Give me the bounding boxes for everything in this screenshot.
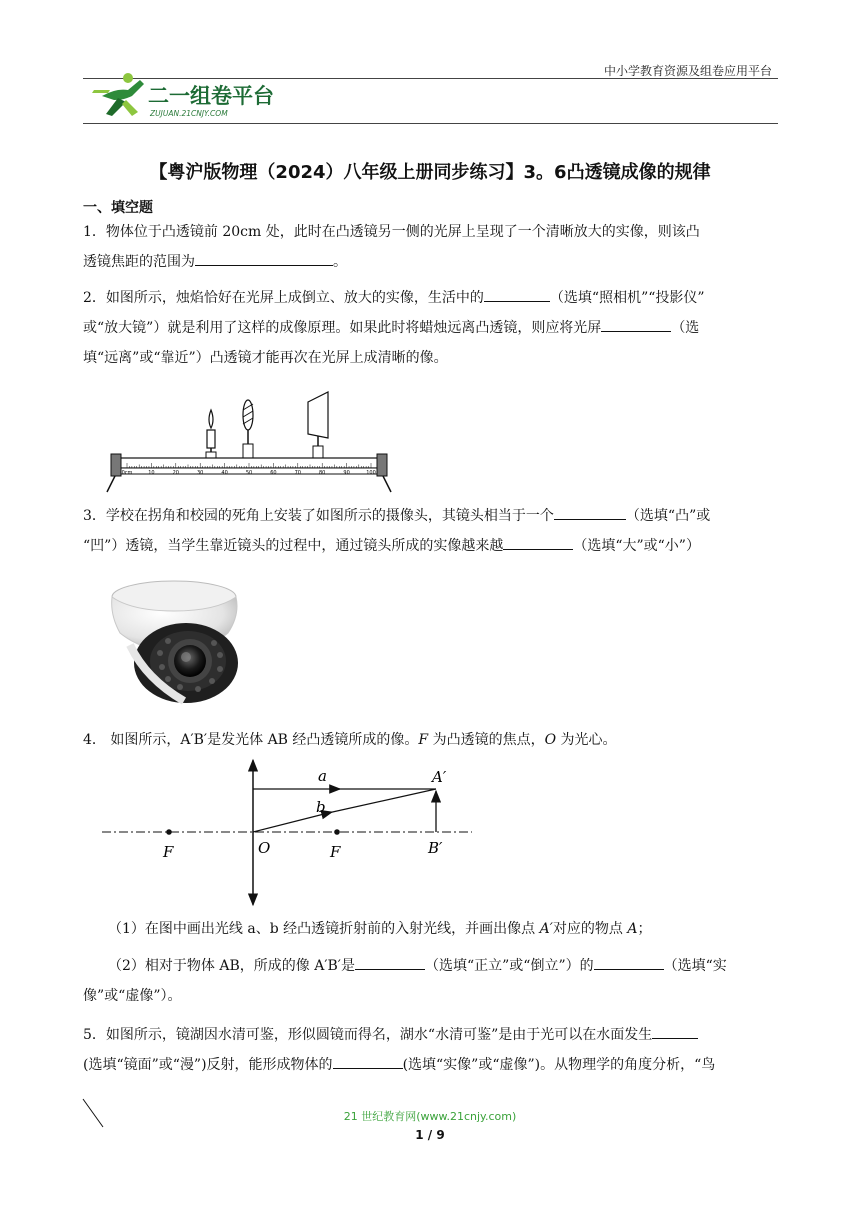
label-B-prime: B′ xyxy=(428,839,443,857)
convex-lens-icon xyxy=(243,400,253,460)
question-2 xyxy=(83,283,778,373)
logo-subtext: ZUJUAN.21CNJY.COM xyxy=(150,109,228,118)
q3-text-d: （选填“大”或“小”） xyxy=(573,538,700,554)
q3-text-a: 3．学校在拐角和校园的死角上安装了如图所示的摄像头，其镜头相当于一个 xyxy=(83,508,554,524)
label-O: O xyxy=(258,839,271,857)
q2-text-d: （选 xyxy=(671,320,700,336)
focal-point-left xyxy=(166,829,172,835)
q3-text-b: （选填“凸”或 xyxy=(625,508,711,524)
platform-slogan: 中小学教育资源及组卷应用平台 xyxy=(603,64,772,78)
q2-answer-blank-2[interactable] xyxy=(601,315,671,332)
header-rule-bottom xyxy=(83,123,778,124)
q4-text-O: O xyxy=(544,732,557,748)
q2-text-a: 2．如图所示，烛焰恰好在光屏上成倒立、放大的实像，生活中的 xyxy=(83,290,484,306)
bench-tick-label: 40 xyxy=(221,470,228,476)
bench-end-left xyxy=(111,454,121,476)
bench-tick-label: 50 xyxy=(245,470,253,476)
focal-point-right xyxy=(334,829,340,835)
bench-tick-label: 20 xyxy=(172,470,179,476)
q4-answer-blank-2[interactable] xyxy=(594,953,664,970)
q1-text-b: 。 xyxy=(333,254,347,270)
candle-icon xyxy=(206,410,216,460)
section-heading: 一、填空题 xyxy=(83,200,153,216)
lens-ray-diagram xyxy=(100,755,480,910)
page-title: 【粤沪版物理（2024）八年级上册同步练习】3。6凸透镜成像的规律 xyxy=(149,162,711,183)
q4-sub2-c: （选填“实 xyxy=(663,958,727,974)
light-screen-icon xyxy=(308,392,328,460)
q4-sub2-b: （选填“正立”或“倒立”）的 xyxy=(424,958,594,974)
label-F-left: F xyxy=(163,843,174,861)
q4-sub1-A: A xyxy=(627,921,638,937)
dome-camera-figure xyxy=(106,575,246,710)
question-4-part-2 xyxy=(83,951,778,1011)
q4-sub2-a: （2）相对于物体 AB，所成的像 A′B′是 xyxy=(108,958,355,974)
q5-answer-blank-1[interactable] xyxy=(652,1022,698,1039)
q4-sub1-A1: A′ xyxy=(539,921,553,937)
q4-text-c: 为光心。 xyxy=(556,732,617,748)
bench-tick-label: 90 xyxy=(343,470,350,476)
q2-text-b: （选填“照相机”“投影仪” xyxy=(549,290,705,306)
q4-text-a: 4． 如图所示，A′B′是发光体 AB 经凸透镜所成的像。 xyxy=(83,732,419,748)
footer-link[interactable]: 21 世纪教育网(www.21cnjy.com) xyxy=(343,1110,517,1123)
q5-text-c: (选填“实像”或“虚像”)。从物理学的角度分析，“鸟 xyxy=(402,1057,716,1073)
q2-answer-blank-1[interactable] xyxy=(484,285,550,302)
bench-tick-label: 10 xyxy=(148,470,155,476)
q4-text-b: 为凸透镜的焦点， xyxy=(428,732,545,748)
bench-tick-label: 60 xyxy=(270,470,277,476)
label-a: a xyxy=(318,767,327,785)
bench-tick-label: 100 xyxy=(366,470,376,476)
question-5 xyxy=(83,1020,778,1080)
q4-sub1-b: 对应的物点 xyxy=(552,921,628,937)
q1-text-a: 透镜焦距的范围为 xyxy=(83,254,195,270)
platform-logo xyxy=(88,70,288,122)
bench-tick-label: 70 xyxy=(294,470,301,476)
q5-text-a: 5．如图所示，镜湖因水清可鉴，形似圆镜而得名，湖水“水清可鉴”是由于光可以在水面发生 xyxy=(83,1027,653,1043)
q5-answer-blank-2[interactable] xyxy=(333,1052,403,1069)
label-F-right: F xyxy=(330,843,341,861)
runner-logo-icon xyxy=(92,73,144,116)
q4-sub1-c: ； xyxy=(637,921,652,937)
bench-tick-label: 0cm xyxy=(121,470,133,476)
q3-answer-blank-1[interactable] xyxy=(554,503,626,520)
q4-text-F: F xyxy=(418,732,429,748)
q2-text-c: 或“放大镜”）就是利用了这样的成像原理。如果此时将蜡烛远离凸透镜，则应将光屏 xyxy=(83,320,602,336)
bench-tick-label: 80 xyxy=(319,470,326,476)
q1-answer-blank[interactable] xyxy=(195,249,333,266)
question-4-intro xyxy=(83,725,778,755)
label-A-prime: A′ xyxy=(432,768,447,786)
label-b: b xyxy=(316,798,326,816)
q4-sub1-a: （1）在图中画出光线 a、b 经凸透镜折射前的入射光线，并画出像点 xyxy=(108,921,540,937)
bench-end-right xyxy=(377,454,387,476)
question-4-part-1 xyxy=(108,914,778,944)
bench-tick-label: 30 xyxy=(197,470,204,476)
page-number: 1 / 9 xyxy=(415,1128,445,1142)
optical-bench-figure xyxy=(105,390,395,495)
q2-text-e: 填“远离”或“靠近”）凸透镜才能再次在光屏上成清晰的像。 xyxy=(83,350,448,366)
q3-answer-blank-2[interactable] xyxy=(503,533,573,550)
q5-text-b: (选填“镜面”或“漫”)反射，能形成物体的 xyxy=(83,1057,333,1073)
q4-answer-blank-1[interactable] xyxy=(355,953,425,970)
q3-text-c: “凹”）透镜，当学生靠近镜头的过程中，通过镜头所成的实像越来越 xyxy=(83,538,504,554)
question-1 xyxy=(83,217,778,277)
camera-icon xyxy=(112,581,238,703)
q1-text-line1: 1．物体位于凸透镜前 20cm 处，此时在凸透镜另一侧的光屏上呈现了一个清晰放大的实像，则该凸 xyxy=(83,224,700,240)
question-3 xyxy=(83,501,778,561)
q4-sub2-l2: 像”或“虚像”）。 xyxy=(83,988,182,1004)
logo-text: 二一组卷平台 xyxy=(148,84,274,108)
